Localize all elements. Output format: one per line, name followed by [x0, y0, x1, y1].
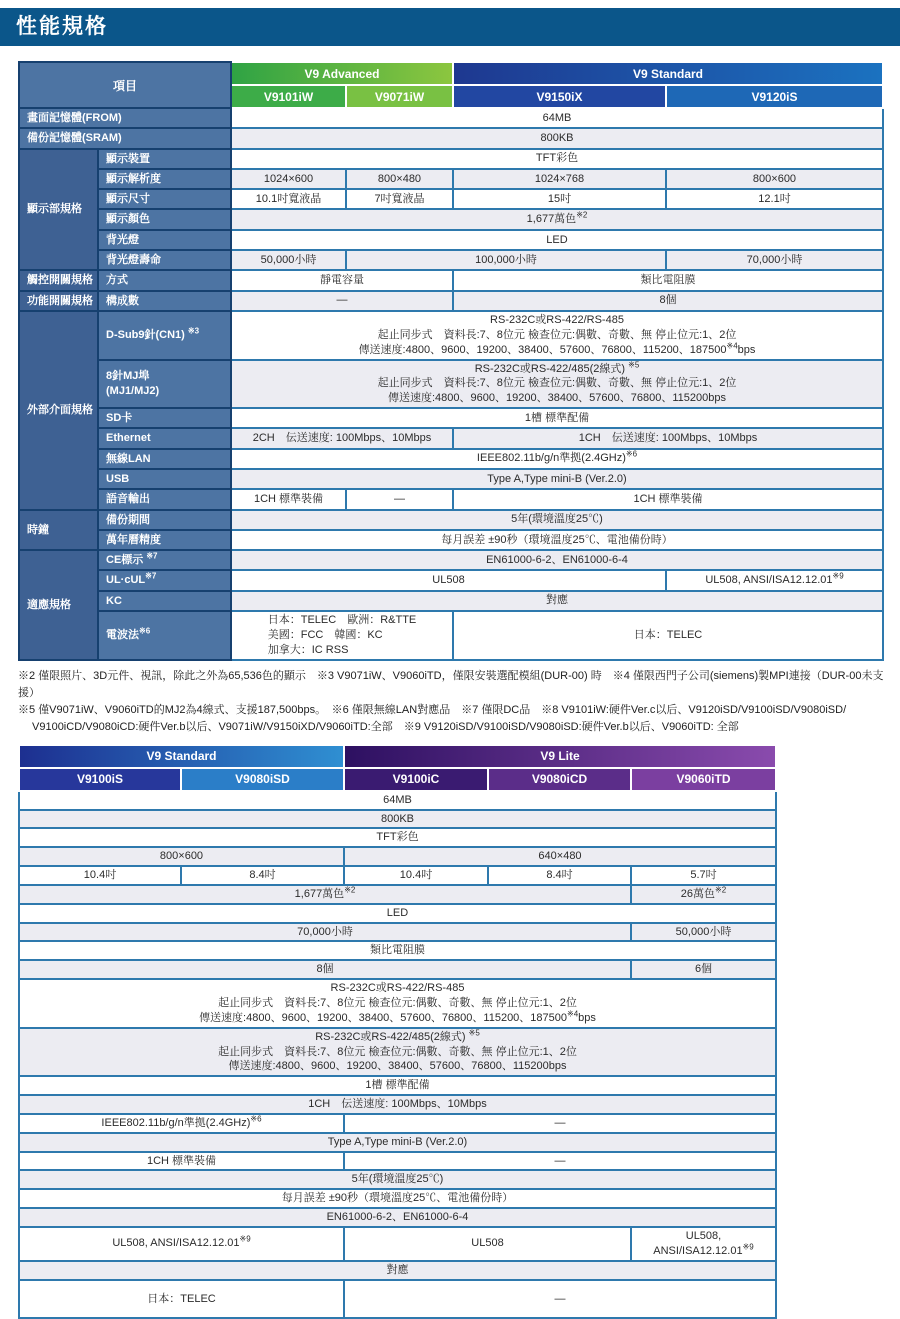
spec-cell: 26萬色$^{※2}$ — [631, 885, 776, 904]
spec-row — [19, 1227, 776, 1261]
row-label: SD卡 — [98, 408, 231, 428]
spec-cell: RS-232C或RS-422/485(2線式) $^{※5}$ 起止同步式 資料長:7、8位元 檢查位元:偶數、奇數、無 停止位元:1、2位 傳送速度:4800、9600、19200、38400、57600、76800、115200bps — [231, 360, 883, 409]
spec-cell: 1CH 標準裝備 — [19, 1152, 344, 1171]
spec-cell: 1槽 標準配備 — [19, 1076, 776, 1095]
spec-row — [19, 847, 776, 866]
spec-row — [19, 570, 883, 590]
spec-cell: ― — [346, 489, 453, 509]
spec-row — [19, 960, 776, 979]
spec-cell: UL508, ANSI/ISA12.12.01$^{※9}$ — [19, 1227, 344, 1261]
spec-cell: TFT彩色 — [231, 149, 883, 169]
spec-cell: 10.4吋 — [19, 866, 181, 885]
spec-cell: 日本：TELEC 歐洲：R&TTE 美國：FCC 韓國：KC 加拿大：IC RSS — [231, 611, 453, 660]
spec-cell: UL508, ANSI/ISA12.12.01$^{※9}$ — [631, 1227, 776, 1261]
spec-cell: ― — [344, 1152, 776, 1171]
row-label: UL·cUL$^{※7}$ — [98, 570, 231, 590]
spec-cell: UL508 — [344, 1227, 631, 1261]
spec-cell: LED — [19, 904, 776, 923]
row-label: 顯示顏色 — [98, 209, 231, 229]
spec-row — [19, 449, 883, 469]
model-header: V9100iC — [344, 768, 488, 791]
row-label: 背光燈 — [98, 230, 231, 250]
series-header: V9 Standard — [19, 745, 344, 768]
row-group-label: 外部介面規格 — [19, 311, 98, 510]
spec-row — [19, 230, 883, 250]
spec-row — [19, 291, 883, 311]
spec-cell: 1槽 標準配備 — [231, 408, 883, 428]
spec-row — [19, 923, 776, 942]
spec-cell: 800×600 — [19, 847, 344, 866]
model-header: V9080iCD — [488, 768, 631, 791]
row-group-label: 適應規格 — [19, 550, 98, 659]
spec-cell: UL508, ANSI/ISA12.12.01$^{※9}$ — [666, 570, 883, 590]
spec-row — [19, 791, 776, 810]
spec-cell: 2CH 伝送速度: 100Mbps、10Mbps — [231, 428, 453, 448]
spec-row — [19, 149, 883, 169]
spec-row — [19, 128, 883, 148]
row-label: 電波法$^{※6}$ — [98, 611, 231, 660]
spec-row — [19, 904, 776, 923]
spec-cell: 50,000小時 — [631, 923, 776, 942]
footnotes — [18, 668, 884, 736]
spec-table-v9-advanced-standard — [18, 61, 884, 661]
spec-cell: 5.7吋 — [631, 866, 776, 885]
spec-cell: 800×480 — [346, 169, 453, 189]
row-label: 顯示解析度 — [98, 169, 231, 189]
spec-cell: 8.4吋 — [488, 866, 631, 885]
row-label: 備份期間 — [98, 510, 231, 530]
row-label: 顯示尺寸 — [98, 189, 231, 209]
spec-cell: 靜電容量 — [231, 270, 453, 290]
spec-row — [19, 1152, 776, 1171]
page-title: 性能規格 — [0, 8, 900, 46]
spec-cell: 日本：TELEC — [453, 611, 883, 660]
model-header: V9150iX — [453, 85, 666, 108]
spec-cell: 1CH 標準裝備 — [231, 489, 346, 509]
spec-cell: 5年(環境溫度25℃) — [231, 510, 883, 530]
spec-row — [19, 866, 776, 885]
spec-cell: 12.1吋 — [666, 189, 883, 209]
spec-cell: 70,000小時 — [19, 923, 631, 942]
row-label: Ethernet — [98, 428, 231, 448]
spec-cell: 50,000小時 — [231, 250, 346, 270]
row-label: USB — [98, 469, 231, 489]
spec-row — [19, 408, 883, 428]
spec-cell: Type A,Type mini-B (Ver.2.0) — [19, 1133, 776, 1152]
spec-row — [19, 250, 883, 270]
row-label: 語音輸出 — [98, 489, 231, 509]
row-label: 方式 — [98, 270, 231, 290]
spec-row — [19, 810, 776, 829]
spec-cell: 640×480 — [344, 847, 776, 866]
model-header: V9101iW — [231, 85, 346, 108]
spec-row — [19, 469, 883, 489]
spec-row — [19, 189, 883, 209]
row-label: 構成數 — [98, 291, 231, 311]
spec-row — [19, 1208, 776, 1227]
spec-row — [19, 1114, 776, 1133]
spec-sheet-page — [0, 8, 900, 1305]
spec-row — [19, 1170, 776, 1189]
spec-cell: 1024×600 — [231, 169, 346, 189]
row-label: KC — [98, 591, 231, 611]
footnote-line-3: V9100iCD/V9080iCD:硬件Ver.b以后、V9071iW/V9150iXD/V9060iTD:全部 ※9 V9120iSD/V9100iSD/V9080iSD:硬件Ver.b以后、V9060iTD: 全部 — [32, 720, 739, 733]
spec-row — [19, 530, 883, 550]
spec-row — [19, 360, 883, 409]
spec-cell: 1,677萬色$^{※2}$ — [19, 885, 631, 904]
series-header: V9 Lite — [344, 745, 776, 768]
spec-cell: 1CH 標準裝備 — [453, 489, 883, 509]
spec-cell: ― — [344, 1114, 776, 1133]
spec-cell: Type A,Type mini-B (Ver.2.0) — [231, 469, 883, 489]
spec-cell: 6個 — [631, 960, 776, 979]
spec-row — [19, 611, 883, 660]
model-header: V9060iTD — [631, 768, 776, 791]
spec-cell: 對應 — [231, 591, 883, 611]
model-header: V9120iS — [666, 85, 883, 108]
model-header: V9100iS — [19, 768, 181, 791]
row-label: CE標示 $^{※7}$ — [98, 550, 231, 570]
row-label: 無線LAN — [98, 449, 231, 469]
spec-cell: 64MB — [231, 108, 883, 128]
spec-row — [19, 510, 883, 530]
spec-cell: RS-232C或RS-422/RS-485 起止同步式 資料長:7、8位元 檢查位元:偶數、奇數、無 停止位元:1、2位 傳送速度:4800、9600、19200、38400、57600、76800、115200、187500$^{※4}$bps — [231, 311, 883, 360]
spec-cell: 類比電阻膜 — [453, 270, 883, 290]
spec-cell: 15吋 — [453, 189, 666, 209]
spec-cell: EN61000-6-2、EN61000-6-4 — [231, 550, 883, 570]
spec-row — [19, 209, 883, 229]
spec-cell: 對應 — [19, 1261, 776, 1280]
spec-table-v9-standard-lite — [18, 744, 777, 1319]
row-label: 背光燈壽命 — [98, 250, 231, 270]
spec-cell: IEEE802.11b/g/n準拠$(2.4GHz)^{※6}$ — [231, 449, 883, 469]
spec-cell: 70,000小時 — [666, 250, 883, 270]
spec-cell: 1024×768 — [453, 169, 666, 189]
items-header: 項目 — [19, 62, 231, 108]
spec-row — [19, 550, 883, 570]
model-header: V9080iSD — [181, 768, 344, 791]
spec-cell: ― — [231, 291, 453, 311]
spec-cell: EN61000-6-2、EN61000-6-4 — [19, 1208, 776, 1227]
spec-cell: 每月誤差 ±90秒（環境溫度25℃、電池備份時） — [231, 530, 883, 550]
row-group-label: 時鐘 — [19, 510, 98, 551]
row-group-label: 功能開關規格 — [19, 291, 98, 311]
spec-row — [19, 1280, 776, 1319]
spec-row — [19, 311, 883, 360]
spec-cell: 1CH 伝送速度: 100Mbps、10Mbps — [453, 428, 883, 448]
footnote-line-1: ※2 僅限照片、3D元件、視訊，除此之外為65,536色的顯示 ※3 V9071iW、V9060iTD，僅限安裝選配模組(DUR-00) 時 ※4 僅限西門子公司(siemens)製MPI連接（DUR-00未支援） — [18, 669, 884, 699]
spec-cell: UL508 — [231, 570, 666, 590]
spec-cell: RS-232C或RS-422/485(2線式) $^{※5}$ 起止同步式 資料長:7、8位元 檢查位元:偶數、奇數、無 停止位元:1、2位 傳送速度:4800、9600、19200、38400、57600、76800、115200bps — [19, 1028, 776, 1077]
spec-row — [19, 1076, 776, 1095]
row-label: 備份記憶體(SRAM) — [19, 128, 231, 148]
spec-row — [19, 941, 776, 960]
spec-row — [19, 828, 776, 847]
spec-row — [19, 591, 883, 611]
model-header: V9071iW — [346, 85, 453, 108]
spec-cell: 5年(環境溫度25℃) — [19, 1170, 776, 1189]
spec-cell: 800KB — [231, 128, 883, 148]
spec-row — [19, 1133, 776, 1152]
spec-row — [19, 489, 883, 509]
spec-cell: 1CH 伝送速度: 100Mbps、10Mbps — [19, 1095, 776, 1114]
footnote-line-2: ※5 僅V9071iW、V9060iTD的MJ2為4線式、支援187,500bps。 ※6 僅限無線LAN對應品 ※7 僅限DC品 ※8 V9101iW:硬件Ver.c以后、V9120iSD/V9100iSD/V9080iSD/ — [18, 703, 847, 716]
spec-row — [19, 1095, 776, 1114]
spec-cell: 64MB — [19, 791, 776, 810]
spec-row — [19, 1261, 776, 1280]
spec-cell: 類比電阻膜 — [19, 941, 776, 960]
spec-cell: TFT彩色 — [19, 828, 776, 847]
row-group-label: 觸控開關規格 — [19, 270, 98, 290]
row-label: 8針MJ埠 (MJ1/MJ2) — [98, 360, 231, 409]
row-group-label: 顯示部規格 — [19, 149, 98, 271]
spec-cell: IEEE802.11b/g/n準拠$(2.4GHz)^{※6}$ — [19, 1114, 344, 1133]
spec-row — [19, 1189, 776, 1208]
row-label: 畫面記憶體(FROM) — [19, 108, 231, 128]
row-label: 顯示裝置 — [98, 149, 231, 169]
spec-cell: 10.4吋 — [344, 866, 488, 885]
spec-cell: 100,000小時 — [346, 250, 666, 270]
spec-cell: RS-232C或RS-422/RS-485 起止同步式 資料長:7、8位元 檢查位元:偶數、奇數、無 停止位元:1、2位 傳送速度:4800、9600、19200、38400、57600、76800、115200、187500$^{※4}$bps — [19, 979, 776, 1028]
spec-cell: 8.4吋 — [181, 866, 344, 885]
spec-row — [19, 270, 883, 290]
spec-cell: 800×600 — [666, 169, 883, 189]
spec-cell: 8個 — [453, 291, 883, 311]
spec-row — [19, 1028, 776, 1077]
spec-cell: 日本：TELEC — [19, 1280, 344, 1319]
spec-row — [19, 979, 776, 1028]
spec-cell: ― — [344, 1280, 776, 1319]
spec-cell: 8個 — [19, 960, 631, 979]
spec-cell: 每月誤差 ±90秒（環境溫度25℃、電池備份時） — [19, 1189, 776, 1208]
row-label: D-Sub9針(CN1) $^{※3}$ — [98, 311, 231, 360]
spec-row — [19, 428, 883, 448]
spec-row — [19, 169, 883, 189]
spec-cell: 10.1吋寬液晶 — [231, 189, 346, 209]
spec-row — [19, 885, 776, 904]
spec-cell: 1,677萬色$^{※2}$ — [231, 209, 883, 229]
spec-cell: LED — [231, 230, 883, 250]
row-label: 萬年曆精度 — [98, 530, 231, 550]
series-header: V9 Advanced — [231, 62, 453, 85]
spec-cell: 7吋寬液晶 — [346, 189, 453, 209]
spec-row — [19, 108, 883, 128]
series-header: V9 Standard — [453, 62, 883, 85]
spec-cell: 800KB — [19, 810, 776, 829]
